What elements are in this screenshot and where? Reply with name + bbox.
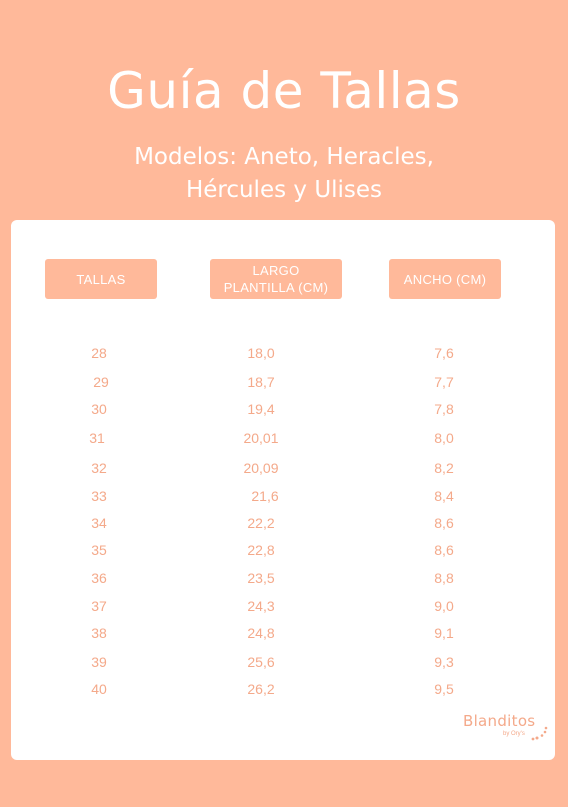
table-row [11,570,555,590]
talla-cell: 33 [91,488,107,504]
table-row [11,488,555,508]
header-largo-plantilla [210,259,342,299]
largo-cell: 25,6 [247,654,275,670]
ancho-cell: 7,8 [434,401,454,417]
largo-cell: 20,01 [243,430,279,446]
ancho-cell: 8,4 [434,488,454,504]
table-row [11,460,555,480]
largo-cell: 22,8 [247,542,275,558]
largo-cell: 18,0 [247,345,275,361]
brand-logo-name: Blanditos [463,712,536,730]
table-row [11,374,555,394]
ancho-cell: 9,1 [434,625,454,641]
talla-cell: 32 [91,460,107,476]
largo-cell: 24,3 [247,598,275,614]
ancho-cell: 9,0 [434,598,454,614]
talla-cell: 36 [91,570,107,586]
table-row [11,681,555,701]
page-title: Guía de Tallas [107,62,461,120]
table-row [11,542,555,562]
table-row [11,598,555,618]
ancho-cell: 8,8 [434,570,454,586]
table-row [11,401,555,421]
page-subtitle [0,141,568,207]
talla-cell: 30 [91,401,107,417]
table-row [11,345,555,365]
footprint-dots-icon [531,726,549,742]
ancho-cell: 8,6 [434,515,454,531]
ancho-cell: 9,3 [434,654,454,670]
brand-logo-tagline: by Ory's [503,731,525,737]
ancho-cell: 8,6 [434,542,454,558]
table-row [11,625,555,645]
ancho-cell: 7,7 [434,374,454,390]
table-row [11,430,555,450]
largo-cell: 19,4 [247,401,275,417]
largo-cell: 26,2 [247,681,275,697]
largo-cell: 22,2 [247,515,275,531]
ancho-cell: 8,2 [434,460,454,476]
brand-logo [463,712,553,752]
talla-cell: 34 [91,515,107,531]
ancho-cell: 7,6 [434,345,454,361]
header-tallas: TALLAS [45,259,157,299]
largo-cell: 18,7 [247,374,275,390]
talla-cell: 38 [91,625,107,641]
header-largo-line-2: PLANTILLA (CM) [223,280,329,295]
talla-cell: 29 [93,374,109,390]
ancho-cell: 9,5 [434,681,454,697]
largo-cell: 21,6 [251,488,279,504]
header-ancho: ANCHO (CM) [389,259,501,299]
ancho-cell: 8,0 [434,430,454,446]
table-row [11,515,555,535]
subtitle-line-2: Hércules y Ulises [185,177,383,203]
largo-cell: 24,8 [247,625,275,641]
talla-cell: 31 [89,430,105,446]
talla-cell: 39 [91,654,107,670]
size-table-card [11,220,555,760]
largo-cell: 20,09 [243,460,279,476]
talla-cell: 37 [91,598,107,614]
talla-cell: 40 [91,681,107,697]
header-largo-line-1: LARGO [252,263,300,278]
largo-cell: 23,5 [247,570,275,586]
table-row [11,654,555,674]
subtitle-line-1: Modelos: Aneto, Heracles, [134,144,434,170]
talla-cell: 28 [91,345,107,361]
talla-cell: 35 [91,542,107,558]
